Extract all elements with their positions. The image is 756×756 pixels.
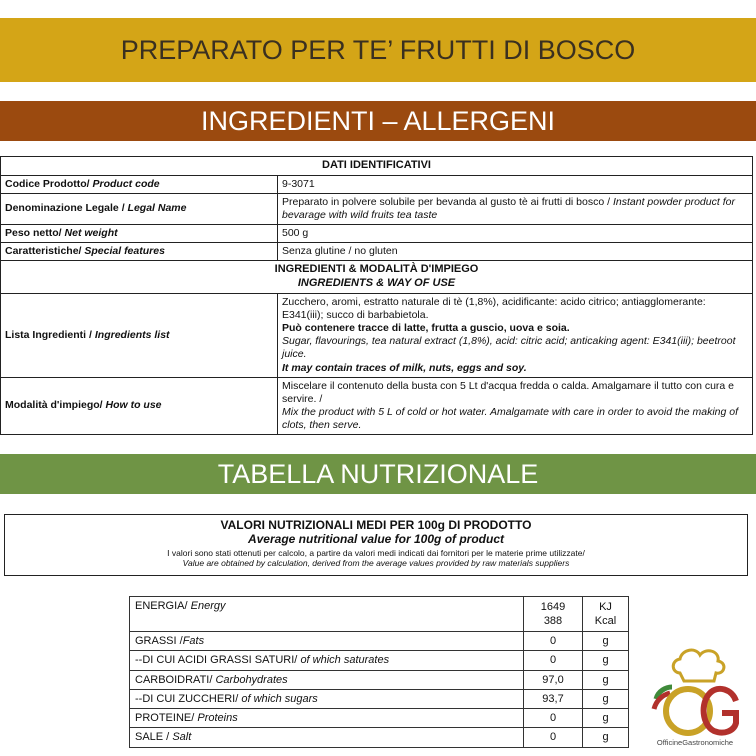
product-title: PREPARATO PER TE’ FRUTTI DI BOSCO — [120, 34, 636, 65]
table-row — [130, 632, 629, 651]
nutrition-banner — [0, 454, 756, 494]
nutrient-label: --DI CUI ZUCCHERI/ of which sugars — [130, 689, 524, 708]
code-value: 9-3071 — [278, 175, 753, 193]
name-label: Denominazione Legale / Legal Name — [1, 193, 278, 224]
identity-section-row — [1, 157, 753, 176]
table-row — [130, 670, 629, 689]
nutrient-value: 0 — [524, 632, 583, 651]
name-value: Preparato in polvere solubile per bevanda al gusto tè ai frutti di bosco / Instant powder product for bevarage with wild fruits tea taste — [278, 193, 753, 224]
nutrient-unit: g — [583, 689, 629, 708]
nutrition-banner-title: TABELLA NUTRIZIONALE — [217, 458, 539, 489]
identity-section-title: DATI IDENTIFICATIVI — [1, 157, 753, 176]
energy-units: KJ Kcal — [583, 597, 629, 632]
nutrient-value: 0 — [524, 651, 583, 670]
nutrient-unit: g — [583, 651, 629, 670]
ingredients-banner — [0, 101, 756, 141]
usage-section-row — [1, 261, 753, 294]
product-title-banner — [0, 18, 756, 82]
nutrient-unit: g — [583, 709, 629, 728]
officine-gastronomiche-logo — [650, 645, 745, 745]
table-row — [130, 597, 629, 632]
nutrient-label: CARBOIDRATI/ Carbohydrates — [130, 670, 524, 689]
nutrient-value: 0 — [524, 728, 583, 747]
energy-values: 1649 388 — [524, 597, 583, 632]
ingredients-value: Zucchero, aromi, estratto naturale di tè (1,8%), acidificante: acido citrico; antiagglomerante: E341(iii); succo di barbabietola. Può contenere tracce di latte, frutta a guscio, uova e soia. Sugar, flavourings, tea natural extract (1,8%), acid: citric acid; anticaking agent: E341(iii); beetroot juice. It may contain traces of milk, nuts, eggs and soy. — [278, 293, 753, 377]
table-row — [1, 175, 753, 193]
table-row — [1, 377, 753, 435]
nutrient-unit: g — [583, 670, 629, 689]
table-row — [130, 689, 629, 708]
nutrient-label: SALE / Salt — [130, 728, 524, 747]
nutrition-header-title: VALORI NUTRIZIONALI MEDI PER 100g DI PRODOTTO — [220, 518, 532, 532]
nutrient-unit: g — [583, 728, 629, 747]
usage-section-title: INGREDIENTI & MODALITÀ D'IMPIEGO INGREDIENTS & WAY OF USE — [1, 261, 753, 294]
features-value: Senza glutine / no gluten — [278, 243, 753, 261]
nutrition-table — [129, 596, 629, 748]
nutrient-label: GRASSI /Fats — [130, 632, 524, 651]
weight-value: 500 g — [278, 225, 753, 243]
identity-table — [0, 156, 753, 435]
ingredients-label: Lista Ingredienti / Ingredients list — [1, 293, 278, 377]
logo-wordmark: OfficineGastronomiche — [656, 738, 734, 747]
table-row — [1, 225, 753, 243]
table-row — [1, 193, 753, 224]
features-label: Caratteristiche/ Special features — [1, 243, 278, 261]
table-row — [130, 728, 629, 747]
nutrient-label: PROTEINE/ Proteins — [130, 709, 524, 728]
nutrition-note-en: Value are obtained by calculation, derived from the average values provided by raw materials suppliers — [182, 558, 570, 568]
table-row — [130, 651, 629, 670]
code-label: Codice Prodotto/ Product code — [1, 175, 278, 193]
weight-label: Peso netto/ Net weight — [1, 225, 278, 243]
nutrient-label: --DI CUI ACIDI GRASSI SATURI/ of which saturates — [130, 651, 524, 670]
howto-label: Modalità d'impiego/ How to use — [1, 377, 278, 435]
chef-hat-icon — [673, 650, 724, 681]
nutrition-note-it: I valori sono stati ottenuti per calcolo, a partire da valori medi indicati dai fornitori per le materie prime utilizzate/ — [167, 548, 585, 558]
nutrient-value: 0 — [524, 709, 583, 728]
nutrient-unit: g — [583, 632, 629, 651]
table-row — [1, 243, 753, 261]
energy-label: ENERGIA/ Energy — [130, 597, 524, 632]
nutrition-header-box — [4, 514, 748, 576]
table-row — [130, 709, 629, 728]
table-row — [1, 293, 753, 377]
howto-value: Miscelare il contenuto della busta con 5 Lt d'acqua fredda o calda. Amalgamare il tutto con cura e servire. / Mix the product with 5 L of cold or hot water. Amalgamate with care in order to avoid the making of clots, then serve. — [278, 377, 753, 435]
nutrient-value: 97,0 — [524, 670, 583, 689]
nutrient-value: 93,7 — [524, 689, 583, 708]
nutrition-header-subtitle: Average nutritional value for 100g of product — [247, 532, 505, 546]
ingredients-banner-title: INGREDIENTI – ALLERGENI — [200, 105, 556, 136]
